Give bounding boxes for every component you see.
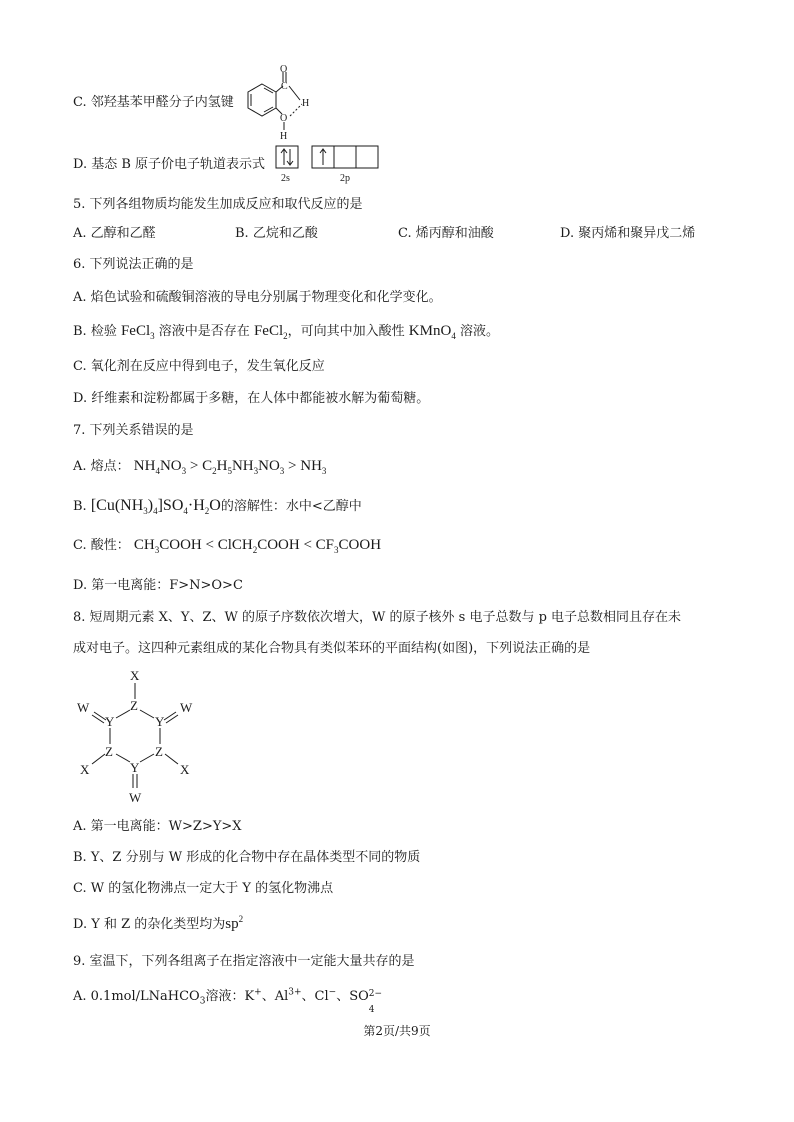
q8-option-a: A. 第一电离能：W>Z>Y>X [73, 819, 242, 834]
label-2p: 2p [340, 173, 350, 184]
page-footer: 第2页/共9页 [363, 1024, 431, 1038]
label-o-bottom: O [280, 113, 288, 124]
q6-option-c: C. 氧化剂在反应中得到电子，发生氧化反应 [73, 359, 325, 374]
formula-kmno4: KMnO$_4$ [408, 323, 456, 341]
q9-option-a: A. 0.1mol/LNaHCO$_3$溶液：K+、$Al^{3+}$、Cl−、SO 2− 4 [73, 987, 383, 1015]
ring-structure-figure [72, 668, 202, 808]
q6-option-b [73, 322, 499, 341]
q7-option-a: A. 熔点： $NH_4NO_3 > C_2H_5NH_3NO_3 > NH_3$ [73, 458, 327, 476]
formula-sp2: $sp^2$ [225, 914, 244, 932]
q7-option-c: C. 酸性： $CH_3COOH$ < ClCH$_2$COOH < $CF_3COOH$ [73, 537, 382, 555]
q6-option-d: D. 纤维素和淀粉都属于多糖，在人体中都能被水解为葡萄糖。 [73, 391, 430, 406]
boron-orbital-diagram [274, 144, 384, 186]
atom-z-left: Z [105, 744, 113, 759]
atom-y-left: Y [105, 714, 115, 729]
q6-b-text-3: ，可向其中加入酸性 [287, 324, 405, 339]
q4-option-c [73, 94, 234, 112]
atom-w-bottom: W [129, 790, 142, 805]
label-c: C [281, 81, 288, 92]
q5-stem: 5. 下列各组物质均能发生加成反应和取代反应的是 [73, 197, 363, 212]
q9-stem: 9. 室温下，下列各组离子在指定溶液中一定能大量共存的是 [73, 954, 415, 969]
atom-x-right: X [180, 762, 190, 777]
atom-x-top: X [130, 668, 140, 683]
q8-option-d: D. Y 和 Z 的杂化类型均为$sp^2$ [73, 914, 244, 932]
atom-w-right: W [180, 700, 193, 715]
atom-y-right: Y [155, 714, 165, 729]
q7-option-d: D. 第一电离能：F>N>O>C [73, 578, 243, 593]
q8-stem-line1: 8. 短周期元素 X、Y、Z、W 的原子序数依次增大，W 的原子核外 s 电子总数与 p 电子总数相同且存在未 [73, 610, 682, 625]
label-h-bottom: H [280, 131, 288, 142]
label-h-right: H [302, 98, 310, 109]
label-2s: 2s [281, 173, 290, 184]
atom-x-left: X [80, 762, 90, 777]
salicylaldehyde-hbond-figure [240, 62, 320, 142]
q6-option-a: A. 焰色试验和硫酸铜溶液的导电分别属于物理变化和化学变化。 [73, 290, 442, 305]
q6-b-text-1: B. 检验 [73, 324, 117, 339]
formula-fecl2: FeCl$_2$ [253, 323, 288, 341]
q7-option-b: B. $[Cu(NH_3)_4]SO_4\cdot H_2O$的溶解性：水中<乙醇中 [73, 497, 362, 517]
q5-option-d: D. 聚丙烯和聚异戊二烯 [560, 226, 696, 241]
atom-z-top: Z [130, 698, 138, 713]
q4-option-c-text: C. 邻羟基苯甲醛分子内氢键 [73, 95, 234, 110]
atom-w-left: W [77, 700, 90, 715]
q5-option-b: B. 乙烷和乙酸 [235, 226, 318, 241]
q8-option-c: C. W 的氢化物沸点一定大于 Y 的氢化物沸点 [73, 881, 334, 896]
q8-option-b: B. Y、Z 分别与 W 形成的化合物中存在晶体类型不同的物质 [73, 850, 421, 865]
q4-option-d-text: D. 基态 B 原子价电子轨道表示式 [73, 157, 266, 172]
q7-b-suffix: 的溶解性：水中<乙醇中 [220, 499, 362, 514]
atom-z-right: Z [155, 744, 163, 759]
atom-y-bottom: Y [130, 760, 140, 775]
q5-option-c: C. 烯丙醇和油酸 [398, 226, 494, 241]
q4-option-d [73, 156, 265, 174]
q7-a-formula: $NH_4NO_3 > C_2H_5NH_3NO_3 > NH_3$ [133, 458, 327, 476]
q7-c-formula: $CH_3COOH$ < ClCH$_2$COOH < $CF_3COOH$ [133, 537, 382, 555]
q7-b-formula: $[Cu(NH_3)_4]SO_4\cdot H_2O$ [90, 497, 221, 517]
q6-b-text-2: 溶液中是否存在 [158, 324, 250, 339]
q5-option-a: A. 乙醇和乙醛 [73, 226, 156, 241]
q6-b-text-4: 溶液。 [459, 324, 499, 339]
q7-stem: 7. 下列关系错误的是 [73, 423, 194, 438]
q6-stem: 6. 下列说法正确的是 [73, 257, 194, 272]
label-o-top: O [280, 64, 288, 75]
formula-fecl3: FeCl$_3$ [120, 323, 155, 341]
q8-stem-line2: 成对电子。这四种元素组成的某化合物具有类似苯环的平面结构(如图)，下列说法正确的是 [73, 641, 591, 656]
